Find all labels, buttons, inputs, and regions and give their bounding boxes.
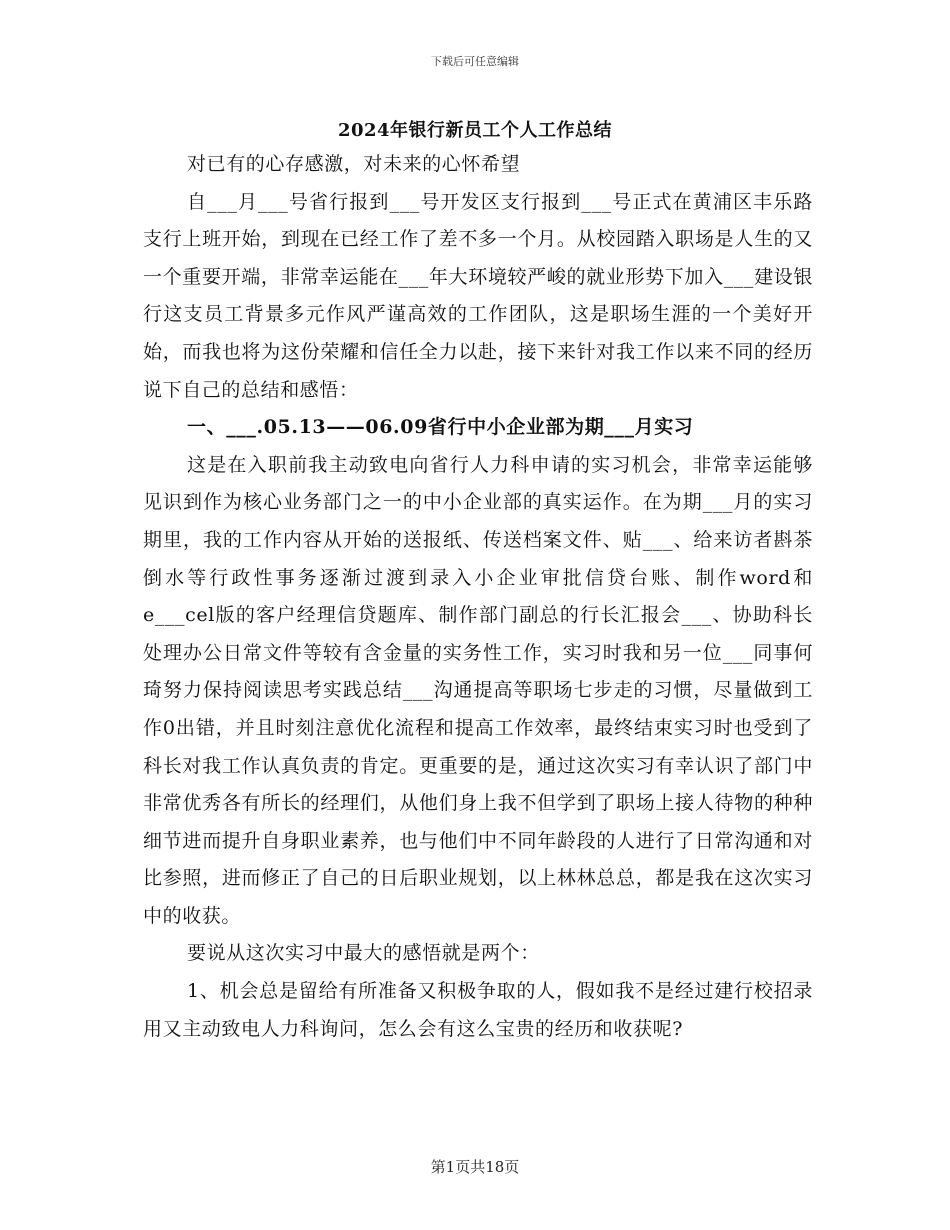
paragraph-opening: 自___月___号省行报到___号开发区支行报到___号正式在黄浦区丰乐路支行上班开始，到现在已经工作了差不多一个月。从校园踏入职场是人生的又一个重要开端，非常幸运能在___年大环境较严峻的就业形势下加入___建设银行这支员工背景多元作风严谨高效的工作团队，这是职场生涯的一个美好开始，而我也将为这份荣耀和信任全力以赴，接下来针对我工作以来不同的经历说下自己的总结和感悟： <box>143 190 813 401</box>
paragraph-internship: 这是在入职前我主动致电向省行人力科申请的实习机会，非常幸运能够见识到作为核心业务部门之一的中小企业部的真实运作。在为期___月的实习期里，我的工作内容从开始的送报纸、传送档案文件、贴___、给来访者斟茶倒水等行政性事务逐渐过渡到录入小企业审批信贷台账、制作word和e___cel版的客户经理信贷题库、制作部门副总的行长汇报会___、协助科长处理办公日常文件等较有含金量的实务性工作，实习时我和另一位___同事何琦努力保持阅读思考实践总结___沟通提高等职场七步走的习惯，尽量做到工作0出错，并且时刻注意优化流程和提高工作效率，最终结束实习时也受到了科长对我工作认真负责的肯定。更重要的是，通过这次实习有幸认识了部门中非常优秀各有所长的经理们，从他们身上我不但学到了职场上接人待物的种种细节进而提升自身职业素养，也与他们中不同年龄段的人进行了日常沟通和对比参照，进而修正了自己的日后职业规划，以上林林总总，都是我在这次实习中的收获。 <box>143 453 813 927</box>
paragraph-insight-1: 1、机会总是留给有所准备又积极争取的人，假如我不是经过建行校招录用又主动致电人力科询问，怎么会有这么宝贵的经历和收获呢? <box>143 980 813 1040</box>
document-title: 2024年银行新员工个人工作总结 <box>337 120 613 141</box>
section-heading-1: 一、___.05.13——06.09省行中小企业部为期___月实习 <box>187 416 694 439</box>
document-body <box>143 146 813 1048</box>
paragraph-insight-intro: 要说从这次实习中最大的感悟就是两个： <box>187 942 540 965</box>
paragraph-intro-line: 对已有的心存感激，对未来的心怀希望 <box>187 153 521 175</box>
page-number: 第1页共18页 <box>430 1158 520 1176</box>
page-header-note: 下载后可任意编辑 <box>431 55 519 68</box>
